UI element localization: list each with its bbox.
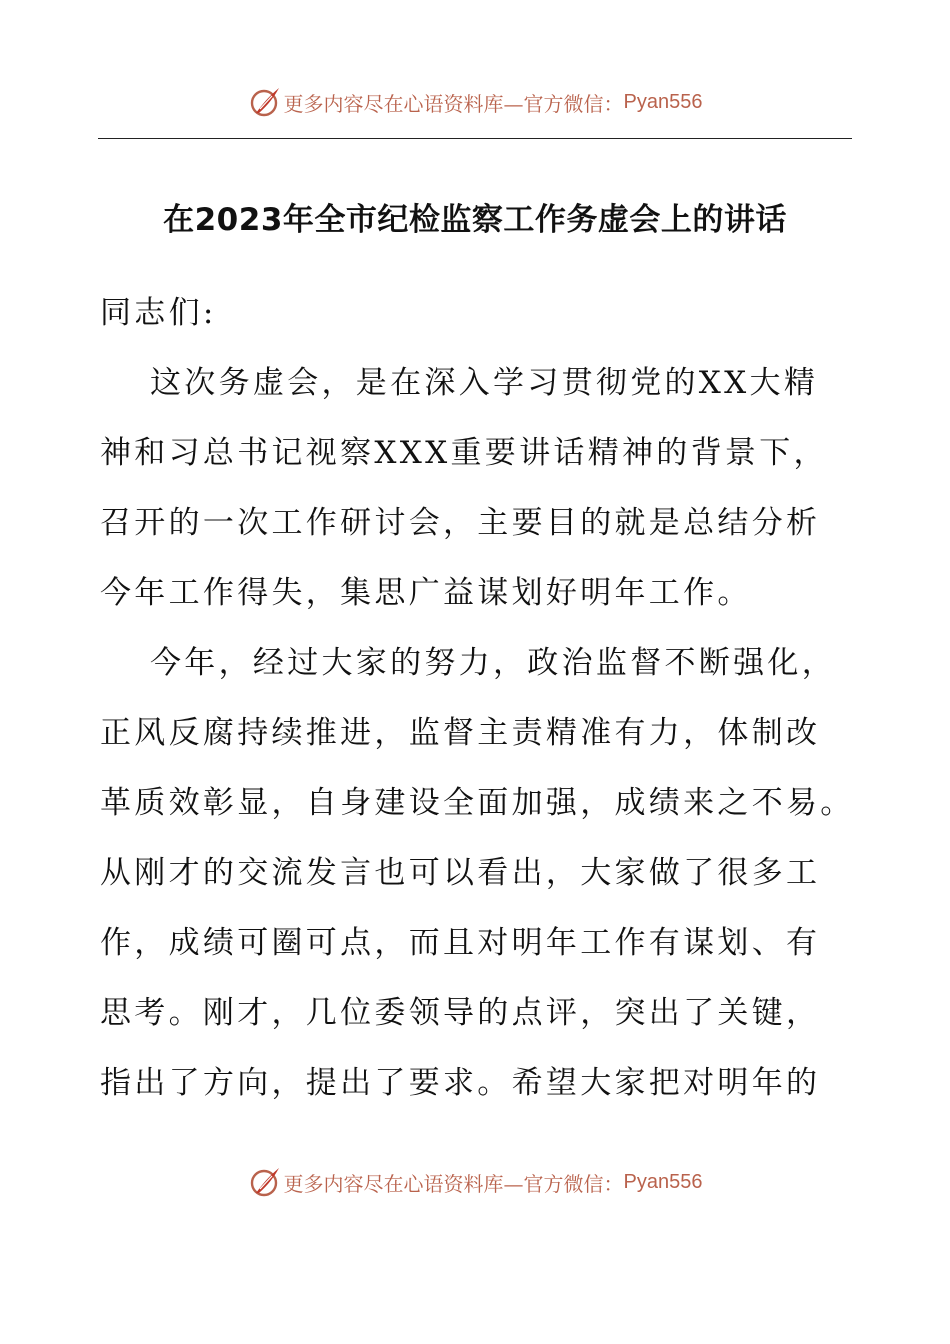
paragraph-1-line-2: 神和习总书记视察XXX重要讲话精神的背景下， (100, 435, 828, 471)
footer-watermark-account: Pyan556 (623, 1170, 703, 1193)
paragraph-2-line-3: 革质效彰显，自身建设全面加强，成绩来之不易。 (100, 785, 855, 821)
paragraph-2-line-4: 从刚才的交流发言也可以看出，大家做了很多工 (100, 855, 821, 891)
paragraph-2-line-1: 今年，经过大家的努力，政治监督不断强化， (150, 645, 836, 681)
footer-watermark-banner (0, 1162, 950, 1202)
header-watermark-banner (0, 82, 950, 122)
document-body (100, 278, 860, 1118)
paragraph-2-line-2: 正风反腐持续推进，监督主责精准有力，体制改 (100, 715, 821, 751)
paragraph-2-line-5: 作，成绩可圈可点，而且对明年工作有谋划、有 (100, 925, 821, 961)
paragraph-1-line-1: 这次务虚会，是在深入学习贯彻党的XX大精 (150, 365, 819, 401)
header-watermark-account: Pyan556 (623, 90, 703, 113)
quill-pen-logo-icon (248, 85, 282, 119)
footer-watermark-text: 更多内容尽在心语资料库—官方微信： (283, 1171, 624, 1196)
header-watermark-text: 更多内容尽在心语资料库—官方微信： (283, 91, 624, 116)
salutation-line: 同志们: (100, 295, 217, 331)
paragraph-2-line-6: 思考。刚才，几位委领导的点评，突出了关键， (100, 995, 821, 1031)
quill-pen-logo-icon (248, 1165, 282, 1199)
paragraph-2-line-7: 指出了方向，提出了要求。希望大家把对明年的 (100, 1065, 821, 1101)
header-divider (98, 138, 852, 139)
paragraph-1-line-3: 召开的一次工作研讨会，主要目的就是总结分析 (100, 505, 821, 541)
document-title: 在2023年全市纪检监察工作务虚会上的讲话 (163, 202, 787, 238)
paragraph-1-line-4: 今年工作得失，集思广益谋划好明年工作。 (100, 575, 752, 611)
